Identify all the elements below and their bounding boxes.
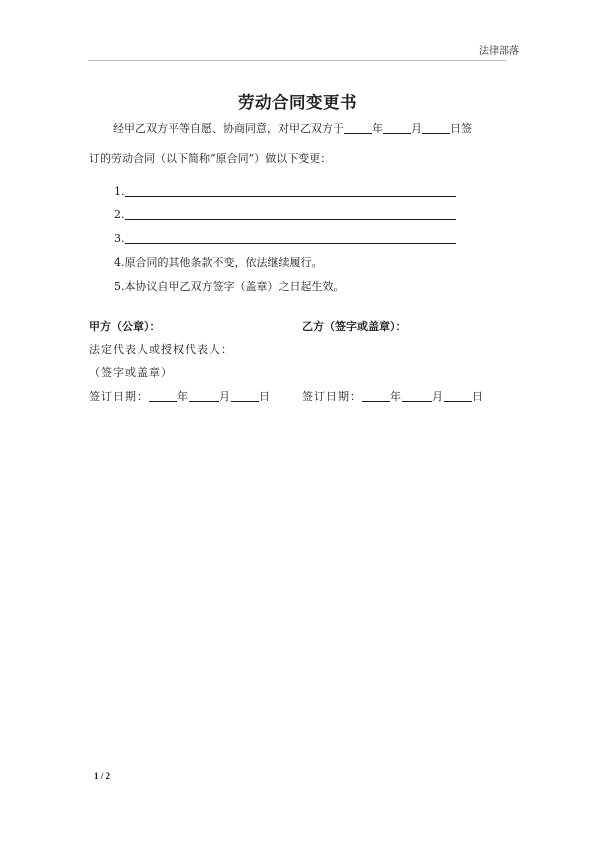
day-label: 日 [259, 390, 271, 403]
day-blank [422, 121, 450, 134]
date-label: 签订日期： [89, 390, 149, 403]
fill-line [125, 184, 456, 197]
intro-day-label: 日签 [450, 122, 472, 135]
intro-text: 经甲乙双方平等自愿、协商同意，对甲乙双方于 [113, 122, 344, 135]
item-number: 1. [114, 185, 125, 198]
year-label: 年 [177, 390, 189, 403]
party-b-date [302, 388, 484, 404]
month-blank [402, 389, 432, 402]
fill-line [125, 231, 456, 244]
party-a-date [89, 388, 271, 404]
page-number: 1 / 2 [94, 771, 111, 781]
representative-note: （签字或盖章） [89, 366, 173, 379]
year-blank [344, 121, 372, 134]
year-blank [149, 389, 177, 402]
representative-label: 法定代表人或授权代表人： [89, 343, 233, 356]
document-title: 劳动合同变更书 [238, 93, 357, 112]
month-blank [189, 389, 219, 402]
month-label: 月 [432, 390, 444, 403]
intro-paragraph [89, 114, 509, 174]
change-item-3 [114, 231, 456, 247]
party-b-label: 乙方（签字或盖章）： [302, 320, 407, 333]
fill-line [125, 207, 456, 220]
party-a-label: 甲方（公章）： [89, 320, 161, 333]
item-number: 3. [114, 232, 125, 245]
clause-5: 5.本协议自甲乙双方签字（盖章）之日起生效。 [114, 280, 345, 293]
day-blank [231, 389, 259, 402]
date-label: 签订日期： [302, 390, 362, 403]
change-item-1 [114, 184, 456, 200]
header-divider [88, 60, 507, 61]
intro-year-label: 年 [372, 122, 383, 135]
year-label: 年 [390, 390, 402, 403]
item-number: 2. [114, 208, 125, 221]
header-org: 法律部落 [479, 46, 519, 57]
month-label: 月 [219, 390, 231, 403]
day-label: 日 [472, 390, 484, 403]
intro-month-label: 月 [411, 122, 422, 135]
intro-line-1 [89, 114, 509, 144]
month-blank [383, 121, 411, 134]
change-item-2 [114, 207, 456, 223]
day-blank [444, 389, 472, 402]
intro-line-2: 订的劳动合同（以下简称“原合同”）做以下变更： [89, 152, 332, 165]
clause-4: 4.原合同的其他条款不变，依法继续履行。 [114, 256, 323, 269]
year-blank [362, 389, 390, 402]
